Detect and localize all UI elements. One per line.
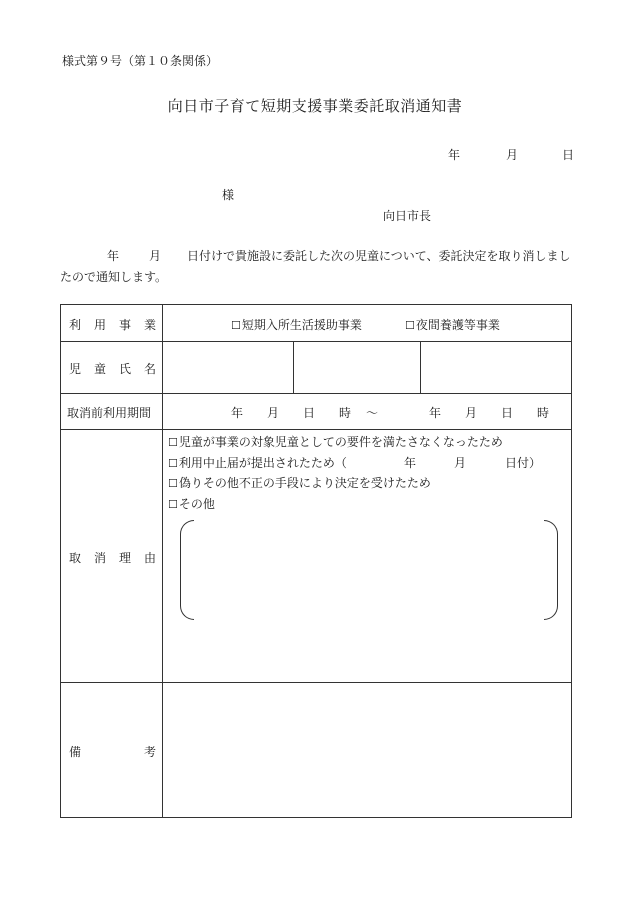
child-name-field-3[interactable] <box>421 342 571 393</box>
child-name-label-char: 児 <box>69 362 82 376</box>
period-end: 年 月 日 時 <box>429 406 550 420</box>
reason-option-1[interactable] <box>168 433 503 450</box>
reason-option-2[interactable] <box>168 454 347 471</box>
service-label-char: 利 <box>69 318 82 332</box>
date-month-label: 月 <box>506 148 519 162</box>
remarks-label <box>69 743 156 760</box>
table-row-divider <box>61 429 571 430</box>
service-option-night-care[interactable] <box>405 316 500 333</box>
service-label-char: 用 <box>93 318 106 332</box>
reason-option-3[interactable] <box>168 474 431 491</box>
checkbox-icon[interactable]: ☐ <box>405 319 415 332</box>
addressee-suffix: 様 <box>222 188 235 202</box>
date-year-label: 年 <box>448 148 461 162</box>
service-label-char: 事 <box>118 318 131 332</box>
remarks-field[interactable] <box>163 683 571 817</box>
child-name-label-char: 童 <box>93 362 106 376</box>
reason-option-2-day: 日付） <box>505 456 542 470</box>
reason-option-4-label: その他 <box>178 497 215 511</box>
child-name-label <box>69 360 156 377</box>
period-label: 取消前利用期間 <box>67 406 152 420</box>
service-label <box>69 316 156 333</box>
remarks-label-char: 考 <box>143 745 156 759</box>
reason-option-2-label: 利用中止届が提出されたため（ <box>178 456 347 470</box>
body-line-1 <box>107 247 571 264</box>
other-reason-field[interactable] <box>197 523 541 617</box>
reason-label-char: 取 <box>69 551 82 565</box>
service-label-cell <box>61 316 162 333</box>
period-start: 年 月 日 時 <box>231 406 352 420</box>
checkbox-icon[interactable]: ☐ <box>231 319 241 332</box>
service-option-night-care-label: 夜間養護等事業 <box>415 318 500 332</box>
body-year-label: 年 <box>107 249 120 263</box>
remarks-label-cell <box>61 743 162 760</box>
date-day-label: 日 <box>562 148 575 162</box>
reason-label-cell <box>61 549 162 566</box>
reason-label-char: 理 <box>118 551 131 565</box>
checkbox-icon[interactable]: ☐ <box>168 436 178 449</box>
remarks-label-char: 備 <box>69 745 82 759</box>
child-name-label-char: 氏 <box>118 362 131 376</box>
child-name-label-cell <box>61 360 162 377</box>
body-month-label: 月 <box>149 249 162 263</box>
period-tilde: ～ <box>366 406 379 420</box>
service-label-char: 業 <box>143 318 156 332</box>
document-title: 向日市子育て短期支援事業委託取消通知書 <box>167 97 463 115</box>
issuer-name: 向日市長 <box>383 209 432 223</box>
reason-option-2-year: 年 <box>404 456 417 470</box>
table-row-divider <box>61 393 571 394</box>
checkbox-icon[interactable]: ☐ <box>168 457 178 470</box>
body-line-2: たので通知します。 <box>60 270 168 284</box>
reason-option-3-label: 偽りその他不正の手段により決定を受けたため <box>178 476 431 490</box>
child-name-field-1[interactable] <box>163 342 292 393</box>
body-line-1-text: 日付けで貴施設に委託した次の児童について、委託決定を取り消しまし <box>187 249 571 263</box>
reason-option-4[interactable] <box>168 495 215 512</box>
reason-label <box>69 549 156 566</box>
checkbox-icon[interactable]: ☐ <box>168 477 178 490</box>
other-reason-bracket-right <box>544 520 558 620</box>
notice-table <box>60 304 572 818</box>
checkbox-icon[interactable]: ☐ <box>168 498 178 511</box>
service-option-short-stay-label: 短期入所生活援助事業 <box>241 318 362 332</box>
other-reason-bracket-left <box>180 520 194 620</box>
reason-option-1-label: 児童が事業の対象児童としての要件を満たさなくなったため <box>178 435 503 449</box>
form-number: 様式第９号（第１０条関係） <box>62 54 219 68</box>
child-name-field-2[interactable] <box>294 342 419 393</box>
service-option-short-stay[interactable] <box>231 316 362 333</box>
reason-label-char: 由 <box>143 551 156 565</box>
child-name-label-char: 名 <box>143 362 156 376</box>
reason-label-char: 消 <box>93 551 106 565</box>
reason-option-2-month: 月 <box>454 456 467 470</box>
